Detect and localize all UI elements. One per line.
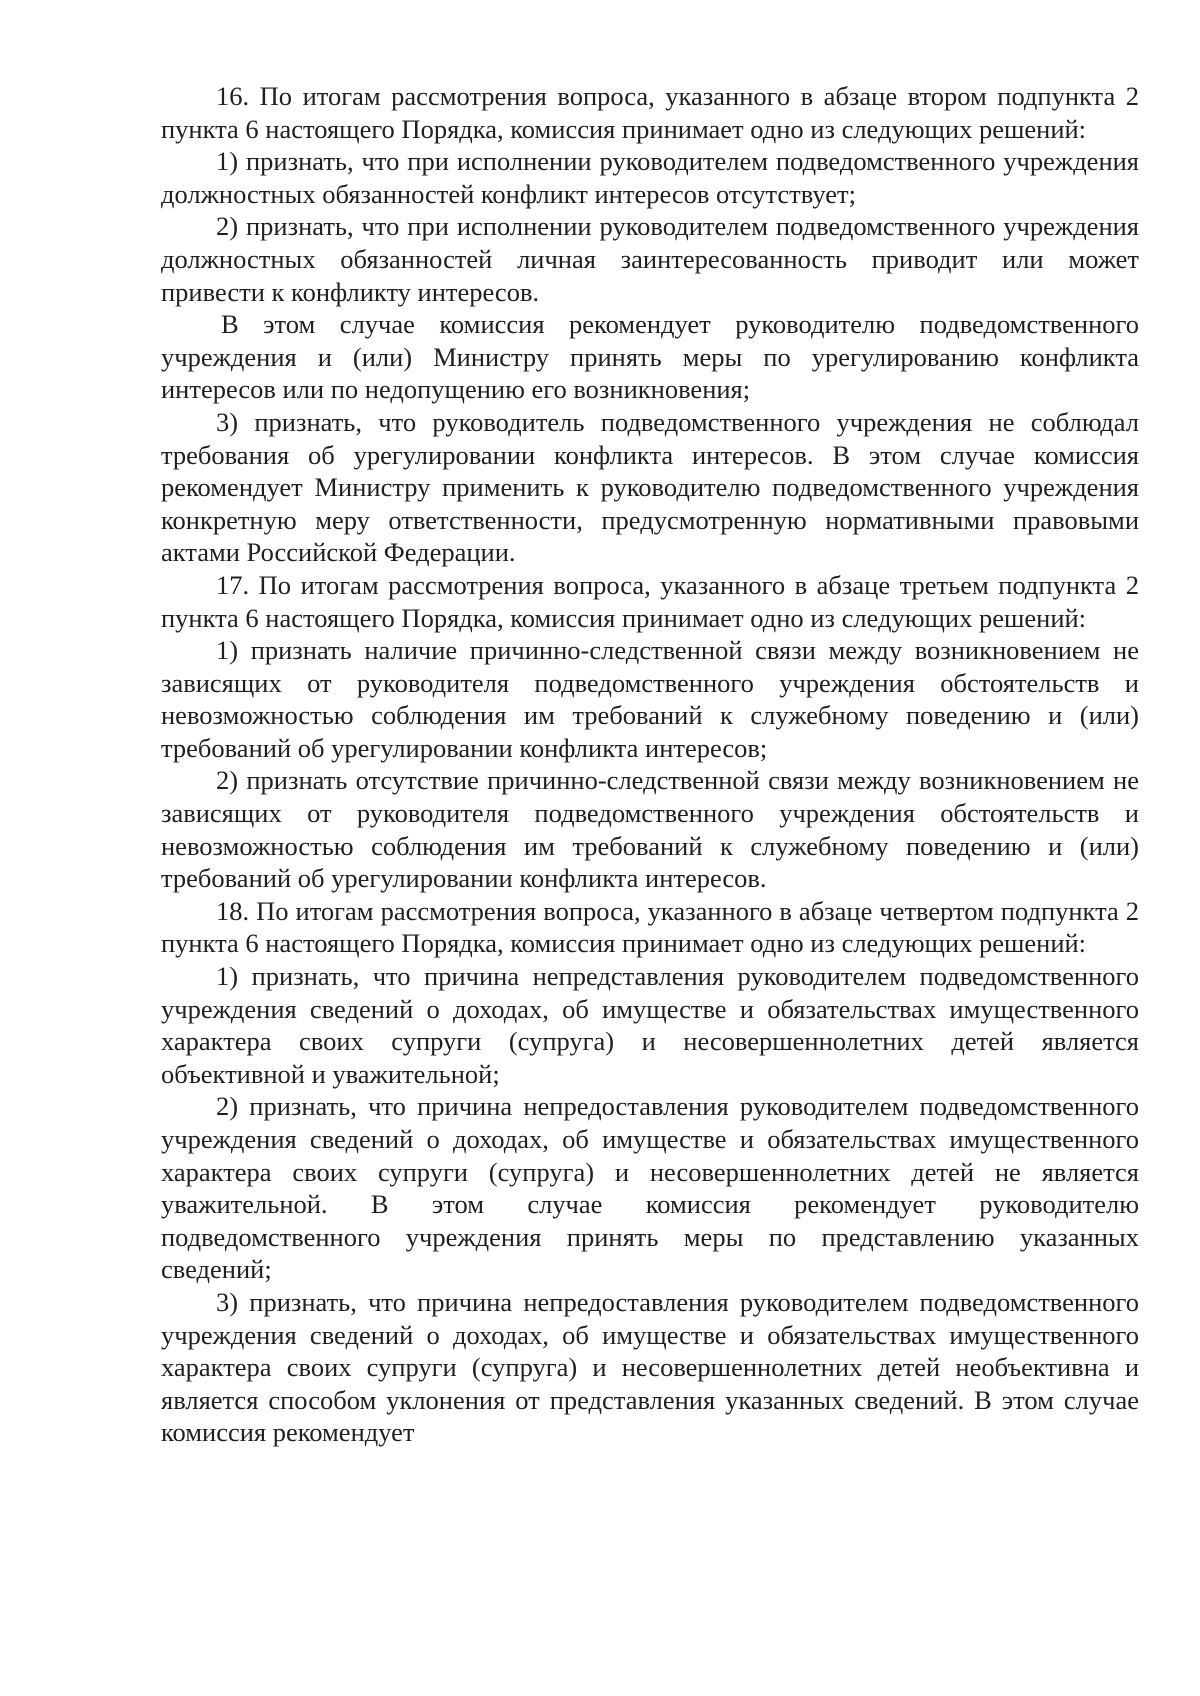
document-body <box>161 80 1139 1449</box>
paragraph-17-item-2: 2) признать отсутствие причинно-следственной связи между возникновением не зависящих от руководителя подведомственного учреждения обстоятельств и невозможностью соблюдения им требований к служебному поведению и (или) требований об урегулировании конфликта интересов. <box>161 765 1139 894</box>
paragraph-16: 16. По итогам рассмотрения вопроса, указанного в абзаце втором подпункта 2 пункта 6 настоящего Порядка, комиссия принимает одно из следующих решений: <box>161 81 1139 144</box>
paragraph-18-item-3: 3) признать, что причина непредоставления руководителем подведомственного учреждения сведений о доходах, об имуществе и обязательствах имущественного характера своих супруги (супруга) и несовершеннолетних детей необъективна и является способом уклонения от представления указанных сведений. В этом случае комиссия рекомендует <box>161 1286 1139 1448</box>
paragraph-17: 17. По итогам рассмотрения вопроса, указанного в абзаце третьем подпункта 2 пункта 6 настоящего Порядка, комиссия принимает одно из следующих решений: <box>161 569 1139 633</box>
paragraph-18: 18. По итогам рассмотрения вопроса, указанного в абзаце четвертом подпункта 2 пункта 6 настоящего Порядка, комиссия принимает одно из следующих решений: <box>161 895 1139 959</box>
paragraph-17-item-1: 1) признать наличие причинно-следственной связи между возникновением не зависящих от руководителя подведомственного учреждения обстоятельств и невозможностью соблюдения им требований к служебному поведению и (или) требований об урегулировании конфликта интересов; <box>161 635 1139 763</box>
paragraph-16-item-2: 2) признать, что при исполнении руководителем подведомственного учреждения должностных обязанностей личная заинтересованность приводит или может привести к конфликту интересов. <box>161 211 1139 307</box>
paragraph-16-item-1: 1) признать, что при исполнении руководителем подведомственного учреждения должностных обязанностей конфликт интересов отсутствует; <box>161 146 1139 209</box>
paragraph-18-item-2: 2) признать, что причина непредоставления руководителем подведомственного учреждения сведений о доходах, об имуществе и обязательствах имущественного характера своих супруги (супруга) и несовершеннолетних детей не является уважительной. В этом случае комиссия рекомендует руководителю подведомственного учреждения принять меры по представлению указанных сведений; <box>161 1091 1139 1285</box>
paragraph-16-item-2-continuation: В этом случае комиссия рекомендует руководителю подведомственного учреждения и (или) Министру принять меры по урегулированию конфликта интересов или по недопущению его возникновения; <box>161 309 1139 405</box>
paragraph-18-item-1: 1) признать, что причина непредставления руководителем подведомственного учреждения сведений о доходах, об имуществе и обязательствах имущественного характера своих супруги (супруга) и несовершеннолетних детей является объективной и уважительной; <box>161 961 1139 1089</box>
paragraph-16-item-3: 3) признать, что руководитель подведомственного учреждения не соблюдал требования об урегулировании конфликта интересов. В этом случае комиссия рекомендует Министру применить к руководителю подведомственного учреждения конкретную меру ответственности, предусмотренную нормативными правовыми актами Российской Федерации. <box>161 406 1139 568</box>
